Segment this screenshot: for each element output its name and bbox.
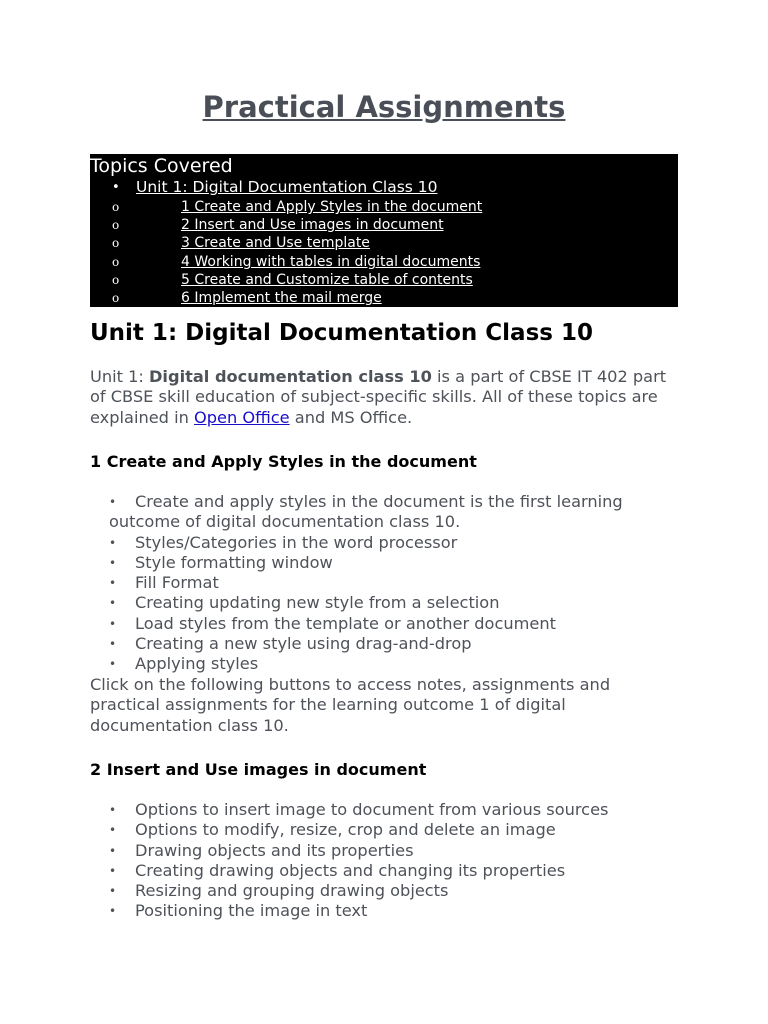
list-item (90, 634, 670, 654)
toc-item (112, 234, 672, 252)
toc-item (112, 253, 672, 271)
list-item-text: Resizing and grouping drawing objects (135, 881, 449, 901)
toc-link-styles[interactable]: 1 Create and Apply Styles in the document (181, 199, 483, 215)
list-item-text: Styles/Categories in the word processor (135, 532, 458, 552)
list-item (90, 593, 670, 613)
unit-heading: Unit 1: Digital Documentation Class 10 (90, 320, 593, 346)
bullet-icon: • (109, 803, 117, 817)
toc-item (112, 198, 672, 216)
list-item-text: Creating updating new style from a selection (135, 593, 500, 613)
open-office-link[interactable]: Open Office (194, 407, 290, 427)
toc-unit-link[interactable]: Unit 1: Digital Documentation Class 10 (136, 178, 438, 196)
bullet-icon: • (109, 863, 117, 878)
sub-bullet-icon: o (112, 291, 120, 305)
toc-link-template[interactable]: 3 Create and Use template (181, 235, 370, 251)
list-item-text: Options to insert image to document from various sources (135, 800, 609, 819)
images-bullet-list (90, 800, 670, 922)
intro-paragraph (90, 367, 670, 428)
list-item-text: Style formatting window (135, 552, 333, 572)
list-item-text: Create and apply styles in the document is the first learning (135, 492, 623, 511)
section-heading-images: 2 Insert and Use images in document (90, 760, 427, 779)
styles-bullet-list (90, 492, 670, 675)
bullet-icon: • (109, 904, 117, 919)
styles-description-paragraph: Click on the following buttons to access notes, assignments and practical assignments for the learning outcome 1 of digital documentation class 10. (90, 675, 611, 735)
intro-middle: is a part of CBSE IT 402 part of CBSE skill education of subject-specific skills. All of these topics are explained in (90, 367, 667, 427)
toc-item (112, 289, 672, 307)
list-item-text: Applying styles (135, 654, 259, 674)
list-item (90, 573, 670, 593)
toc-link-images[interactable]: 2 Insert and Use images in document (181, 217, 444, 233)
bullet-icon: • (109, 495, 117, 509)
list-item (90, 533, 670, 553)
list-item-text: Fill Format (135, 573, 219, 593)
bullet-icon: • (109, 884, 117, 899)
list-item (90, 841, 670, 861)
sub-bullet-icon: o (112, 255, 120, 269)
section-heading-styles: 1 Create and Apply Styles in the document (90, 452, 477, 471)
list-item (90, 820, 670, 840)
sub-bullet-icon: o (112, 200, 120, 214)
intro-prefix: Unit 1: (90, 367, 149, 386)
bullet-icon: • (109, 616, 117, 631)
bullet-icon: • (109, 823, 117, 838)
bullet-icon: • (109, 657, 117, 672)
bullet-icon: • (109, 843, 117, 858)
list-item-text: Creating drawing objects and changing its properties (135, 860, 566, 880)
toc-link-mail-merge[interactable]: 6 Implement the mail merge (181, 290, 382, 306)
list-item (90, 492, 670, 512)
sub-bullet-icon: o (112, 236, 120, 250)
intro-suffix: and MS Office. (289, 407, 413, 427)
sub-bullet-icon: o (112, 273, 120, 287)
list-item-continuation (90, 512, 670, 532)
intro-bold: Digital documentation class 10 (149, 367, 432, 386)
list-item (90, 881, 670, 901)
bullet-icon: • (109, 596, 117, 611)
list-item (90, 654, 670, 674)
list-item (90, 553, 670, 573)
toc-item (112, 216, 672, 234)
bullet-icon: • (109, 535, 117, 550)
list-item-text: Options to modify, resize, crop and delete an image (135, 820, 556, 840)
list-item-text: Positioning the image in text (135, 901, 368, 921)
bullet-icon: • (109, 555, 117, 570)
list-item (90, 800, 670, 820)
bullet-icon: • (109, 576, 117, 591)
toc-item (112, 271, 672, 289)
toc-heading: Topics Covered (90, 155, 233, 177)
list-item-text: outcome of digital documentation class 10. (109, 512, 461, 532)
list-item (90, 901, 670, 921)
list-item-text: Load styles from the template or another document (135, 613, 556, 633)
list-item (90, 861, 670, 881)
list-item-text: Creating a new style using drag-and-drop (135, 634, 472, 654)
page-title: Practical Assignments (202, 90, 566, 124)
bullet-icon: • (109, 637, 117, 652)
sub-bullet-icon: o (112, 218, 120, 232)
toc-link-contents[interactable]: 5 Create and Customize table of contents (181, 272, 473, 288)
bullet-icon: • (112, 180, 120, 195)
list-item-text: Drawing objects and its properties (135, 840, 414, 860)
list-item (90, 614, 670, 634)
topics-covered-box (90, 154, 678, 307)
toc-link-tables[interactable]: 4 Working with tables in digital documents (181, 254, 481, 270)
